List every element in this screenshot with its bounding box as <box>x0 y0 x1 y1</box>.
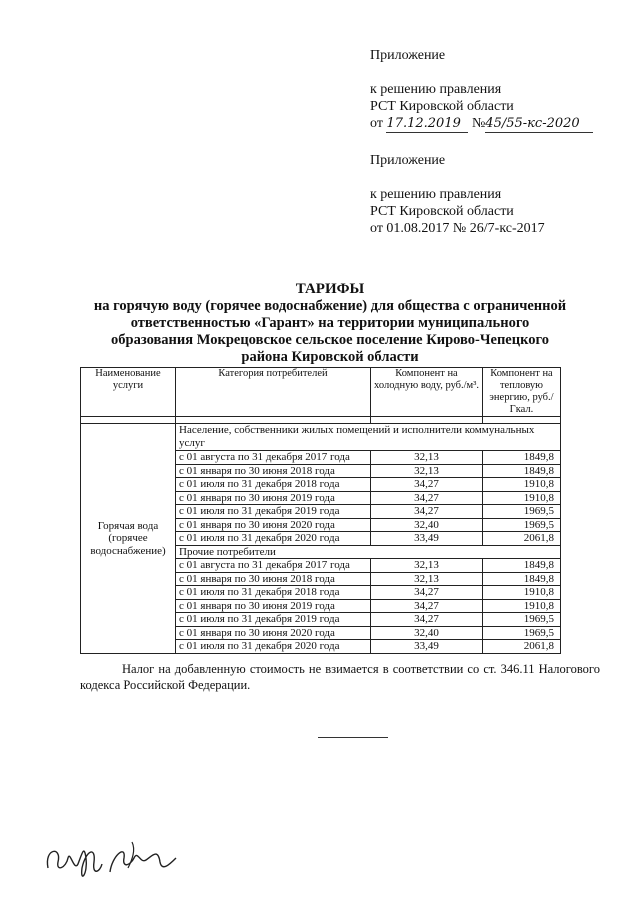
approval-original-label: Приложение <box>370 153 446 168</box>
approval-original <box>370 152 545 237</box>
approval-current-line1: к решению правления <box>370 82 502 97</box>
header-service: Наименование услуги <box>81 368 176 417</box>
cold-cell: 32,13 <box>371 559 483 573</box>
cold-cell: 34,27 <box>371 505 483 519</box>
approval-original-line1: к решению правления <box>370 187 502 202</box>
cold-cell: 32,40 <box>371 518 483 532</box>
title-heading: ТАРИФЫ <box>295 281 365 297</box>
heat-cell: 1910,8 <box>483 586 561 600</box>
blank-cell <box>371 417 483 424</box>
approval-current-date-prefix: от <box>370 116 383 131</box>
title-line1: на горячую воду (горячее водоснабжение) для общества с ограниченной <box>93 298 567 314</box>
cold-cell: 34,27 <box>371 613 483 627</box>
heat-cell: 1849,8 <box>483 464 561 478</box>
period-cell: с 01 января по 30 июня 2020 года <box>176 518 371 532</box>
heat-cell: 1910,8 <box>483 599 561 613</box>
period-cell: с 01 июля по 31 декабря 2020 года <box>176 532 371 546</box>
blank-cell <box>176 417 371 424</box>
cold-cell: 32,13 <box>371 464 483 478</box>
period-cell: с 01 августа по 31 декабря 2017 года <box>176 451 371 465</box>
approval-current-number: 45/55-кс-2020 <box>485 115 593 133</box>
heat-cell: 1849,8 <box>483 559 561 573</box>
period-cell: с 01 января по 30 июня 2019 года <box>176 491 371 505</box>
heat-cell: 1849,8 <box>483 451 561 465</box>
cold-cell: 32,13 <box>371 451 483 465</box>
heat-cell: 1969,5 <box>483 613 561 627</box>
blank-cell <box>483 417 561 424</box>
approval-current-date: 17.12.2019 <box>386 115 468 133</box>
period-cell: с 01 января по 30 июня 2019 года <box>176 599 371 613</box>
signature-mark <box>40 828 190 888</box>
header-cold-water: Компонент на холодную воду, руб./м³. <box>371 368 483 417</box>
approval-current-number-prefix: № <box>471 116 486 131</box>
period-cell: с 01 января по 30 июня 2018 года <box>176 464 371 478</box>
period-cell: с 01 июля по 31 декабря 2018 года <box>176 478 371 492</box>
heat-cell: 1849,8 <box>483 572 561 586</box>
heat-cell: 1910,8 <box>483 491 561 505</box>
approval-current <box>370 47 593 133</box>
period-cell: с 01 августа по 31 декабря 2017 года <box>176 559 371 573</box>
tax-note: Налог на добавленную стоимость не взимается в соответствии со ст. 346.11 Налогового кодекса Российской Федерации. <box>80 662 600 692</box>
heat-cell: 1969,5 <box>483 505 561 519</box>
tariff-table <box>80 367 561 654</box>
title-line2: ответственностью «Гарант» на территории муниципального <box>130 315 530 331</box>
period-cell: с 01 июля по 31 декабря 2019 года <box>176 505 371 519</box>
divider-line <box>318 737 388 738</box>
service-name: Горячая вода (горячее водоснабжение) <box>81 424 176 654</box>
heat-cell: 2061,8 <box>483 532 561 546</box>
period-cell: с 01 января по 30 июня 2018 года <box>176 572 371 586</box>
group-name: Прочие потребители <box>176 545 561 559</box>
heat-cell: 1910,8 <box>483 478 561 492</box>
group-row <box>81 424 561 451</box>
approval-original-line3: от 01.08.2017 № 26/7-кс-2017 <box>370 221 545 236</box>
header-category: Категория потребителей <box>176 368 371 417</box>
period-cell: с 01 января по 30 июня 2020 года <box>176 626 371 640</box>
group-name: Население, собственники жилых помещений и исполнители коммунальных услуг <box>176 424 561 451</box>
cold-cell: 33,49 <box>371 532 483 546</box>
cold-cell: 33,49 <box>371 640 483 654</box>
title-line4: района Кировской области <box>241 349 419 365</box>
period-cell: с 01 июля по 31 декабря 2018 года <box>176 586 371 600</box>
cold-cell: 32,13 <box>371 572 483 586</box>
cold-cell: 34,27 <box>371 478 483 492</box>
document-title <box>70 281 590 366</box>
title-line3: образования Мокрецовское сельское поселение Кирово-Чепецкого <box>111 332 549 348</box>
approval-current-date-line <box>370 115 593 133</box>
cold-cell: 34,27 <box>371 599 483 613</box>
approval-original-line2: РСТ Кировской области <box>370 204 514 219</box>
period-cell: с 01 июля по 31 декабря 2019 года <box>176 613 371 627</box>
table-blank-row <box>81 417 561 424</box>
heat-cell: 2061,8 <box>483 640 561 654</box>
approval-current-label: Приложение <box>370 48 446 63</box>
header-heat: Компонент на тепловую энергию, руб./Гкал. <box>483 368 561 417</box>
heat-cell: 1969,5 <box>483 626 561 640</box>
approval-current-line2: РСТ Кировской области <box>370 99 514 114</box>
blank-cell <box>81 417 176 424</box>
cold-cell: 34,27 <box>371 586 483 600</box>
table-header-row <box>81 368 561 417</box>
cold-cell: 34,27 <box>371 491 483 505</box>
heat-cell: 1969,5 <box>483 518 561 532</box>
period-cell: с 01 июля по 31 декабря 2020 года <box>176 640 371 654</box>
cold-cell: 32,40 <box>371 626 483 640</box>
